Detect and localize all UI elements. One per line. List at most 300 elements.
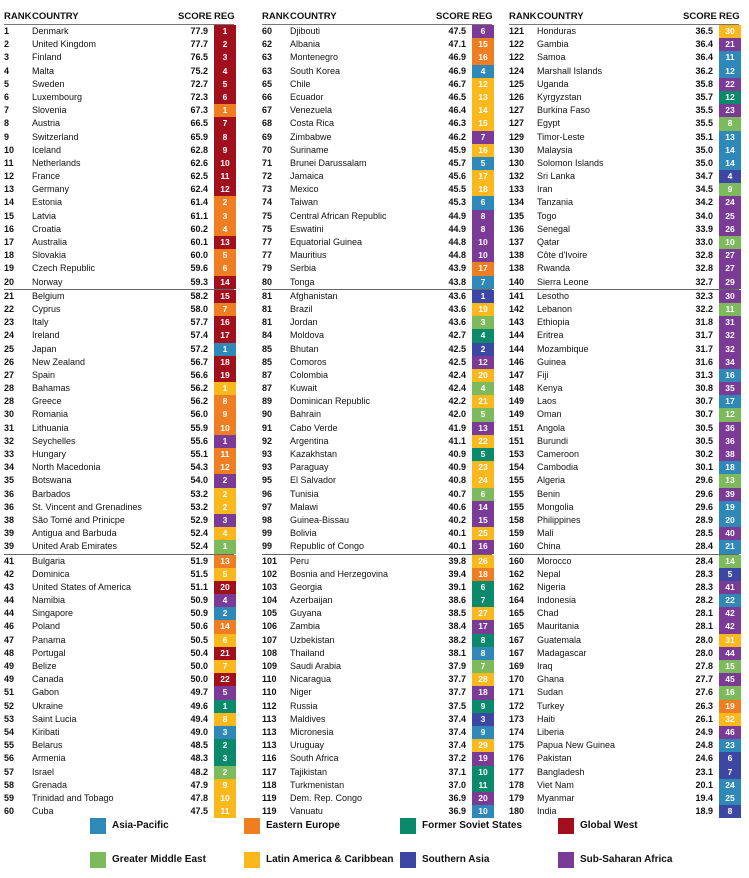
country-cell: Zimbabwe — [290, 131, 332, 142]
score-cell: 37.5 — [448, 700, 466, 711]
country-cell: Bahrain — [290, 409, 322, 420]
legend-label: Latin America & Caribbean — [266, 854, 394, 865]
region-rank-cell: 17 — [214, 329, 236, 342]
table-row — [509, 700, 739, 713]
country-cell: Rwanda — [537, 263, 571, 274]
table-row — [509, 25, 739, 38]
rank-cell: 36 — [4, 501, 15, 512]
rank-cell: 14 — [4, 197, 15, 208]
region-rank-cell: 25 — [472, 527, 494, 540]
score-cell: 28.4 — [695, 541, 713, 552]
rank-cell: 77 — [262, 237, 273, 247]
rank-cell: 140 — [509, 276, 525, 287]
region-rank-cell: 41 — [719, 581, 741, 594]
country-cell: Suriname — [290, 144, 329, 155]
rank-cell: 81 — [262, 303, 273, 314]
region-rank-cell: 6 — [719, 752, 741, 765]
region-rank-cell: 3 — [214, 51, 236, 64]
country-cell: South Africa — [290, 753, 339, 764]
table-row — [262, 752, 492, 765]
region-rank-cell: 14 — [719, 555, 741, 568]
score-cell: 42.5 — [448, 343, 466, 354]
rank-cell: 173 — [509, 713, 525, 724]
table-row — [509, 647, 739, 660]
region-rank-cell: 36 — [719, 435, 741, 448]
legend-label: Sub-Saharan Africa — [580, 854, 673, 865]
region-rank-cell: 4 — [472, 382, 494, 395]
country-cell: Cuba — [32, 806, 54, 817]
rank-cell: 89 — [262, 396, 273, 407]
score-cell: 31.7 — [695, 330, 713, 341]
region-rank-cell: 15 — [719, 660, 741, 673]
rank-cell: 176 — [509, 753, 525, 764]
rank-cell: 1 — [4, 26, 10, 36]
country-cell: Eswatini — [290, 223, 324, 234]
region-rank-cell: 4 — [472, 65, 494, 78]
score-cell: 57.7 — [190, 317, 208, 328]
country-cell: El Salvador — [290, 475, 337, 486]
rank-cell: 33 — [4, 449, 15, 459]
score-cell: 34.5 — [695, 184, 713, 195]
rank-cell: 39 — [4, 528, 15, 539]
rank-header: RANK — [4, 11, 32, 22]
legend-swatch — [90, 852, 106, 868]
score-cell: 31.3 — [695, 369, 713, 380]
country-cell: Benin — [537, 488, 561, 499]
country-cell: Argentina — [290, 435, 329, 446]
score-cell: 30.1 — [695, 462, 713, 473]
table-row — [4, 223, 234, 236]
table-row — [4, 157, 234, 170]
score-cell: 62.6 — [190, 157, 208, 168]
region-rank-cell: 9 — [214, 779, 236, 792]
country-cell: Latvia — [32, 210, 57, 221]
country-cell: Solomon Islands — [537, 157, 604, 168]
rank-cell: 104 — [262, 595, 278, 606]
rank-cell: 60 — [262, 26, 273, 36]
score-cell: 40.1 — [448, 528, 466, 539]
table-rows — [262, 25, 492, 818]
table-row — [262, 183, 492, 196]
rank-cell: 136 — [509, 223, 525, 234]
region-rank-cell: 28 — [472, 673, 494, 686]
country-cell: Pakistan — [537, 753, 572, 764]
region-rank-cell: 7 — [214, 660, 236, 673]
rank-cell: 2 — [4, 39, 10, 50]
region-rank-cell: 7 — [719, 766, 741, 779]
score-cell: 59.6 — [190, 263, 208, 274]
rank-cell: 124 — [509, 65, 525, 76]
rank-cell: 20 — [4, 276, 15, 287]
score-cell: 28.1 — [695, 608, 713, 619]
region-rank-cell: 5 — [472, 408, 494, 421]
rank-cell: 99 — [262, 541, 273, 552]
table-row — [262, 117, 492, 130]
score-cell: 49.7 — [190, 687, 208, 698]
score-cell: 62.5 — [190, 171, 208, 182]
country-cell: Samoa — [537, 52, 566, 63]
table-row — [262, 726, 492, 739]
country-cell: Côte d'Ivoire — [537, 250, 588, 261]
score-cell: 75.2 — [190, 65, 208, 76]
table-row — [509, 408, 739, 421]
region-rank-cell: 29 — [472, 739, 494, 752]
table-row — [509, 65, 739, 78]
table-row — [262, 448, 492, 461]
rank-cell: 172 — [509, 700, 525, 711]
rank-cell: 138 — [509, 250, 525, 261]
score-cell: 44.9 — [448, 210, 466, 221]
region-rank-cell: 13 — [719, 131, 741, 144]
table-row — [509, 382, 739, 395]
rank-cell: 160 — [509, 541, 525, 552]
rank-cell: 46 — [4, 621, 15, 632]
table-row — [262, 501, 492, 514]
table-row — [509, 673, 739, 686]
country-cell: Ecuador — [290, 91, 324, 102]
rank-cell: 155 — [509, 488, 525, 499]
rank-cell: 85 — [262, 356, 273, 367]
region-rank-cell: 14 — [719, 144, 741, 157]
table-row — [262, 686, 492, 699]
rank-cell: 58 — [4, 779, 15, 790]
country-cell: Bangladesh — [537, 766, 585, 777]
region-rank-cell: 22 — [719, 594, 741, 607]
rank-cell: 91 — [262, 422, 273, 433]
score-cell: 52.9 — [190, 514, 208, 525]
score-header: SCORE — [178, 11, 212, 22]
country-cell: Zambia — [290, 621, 321, 632]
country-cell: Brunei Darussalam — [290, 157, 367, 168]
country-cell: Georgia — [290, 581, 323, 592]
score-cell: 39.8 — [448, 555, 466, 566]
table-row — [509, 78, 739, 91]
region-rank-cell: 8 — [472, 634, 494, 647]
table-row — [4, 236, 234, 249]
table-row — [509, 554, 739, 568]
country-cell: Luxembourg — [32, 91, 83, 102]
country-cell: Laos — [537, 396, 557, 407]
rank-cell: 109 — [262, 661, 278, 671]
score-cell: 40.1 — [448, 541, 466, 552]
table-row — [4, 647, 234, 660]
table-row — [262, 38, 492, 51]
country-cell: Oman — [537, 409, 562, 420]
country-cell: Morocco — [537, 555, 572, 566]
country-cell: Gabon — [32, 687, 60, 698]
rank-cell: 31 — [4, 422, 15, 433]
rank-cell: 87 — [262, 383, 273, 394]
score-cell: 35.1 — [695, 131, 713, 142]
rank-cell: 127 — [509, 118, 525, 129]
country-cell: Philippines — [537, 514, 581, 525]
table-row — [262, 461, 492, 474]
region-rank-cell: 11 — [472, 779, 494, 792]
rank-cell: 60 — [4, 806, 15, 817]
table-row — [509, 686, 739, 699]
rank-cell: 125 — [509, 78, 525, 89]
table-row — [262, 527, 492, 540]
table-row — [509, 501, 739, 514]
rank-cell: 87 — [262, 369, 273, 380]
country-cell: Paraguay — [290, 462, 329, 473]
region-rank-cell: 27 — [719, 249, 741, 262]
score-cell: 39.4 — [448, 568, 466, 579]
score-cell: 56.2 — [190, 396, 208, 407]
region-rank-cell: 23 — [719, 739, 741, 752]
table-row — [262, 223, 492, 236]
score-cell: 59.3 — [190, 276, 208, 287]
region-rank-cell: 10 — [472, 236, 494, 249]
rank-cell: 155 — [509, 475, 525, 486]
rank-cell: 68 — [262, 118, 273, 129]
rank-cell: 106 — [262, 621, 278, 632]
table-row — [262, 144, 492, 157]
score-cell: 29.6 — [695, 475, 713, 486]
region-rank-cell: 4 — [214, 65, 236, 78]
table-row — [509, 792, 739, 805]
region-rank-cell: 11 — [214, 805, 236, 818]
score-cell: 56.2 — [190, 383, 208, 394]
country-cell: Honduras — [537, 26, 577, 36]
region-rank-cell: 5 — [719, 568, 741, 581]
rank-cell: 132 — [509, 171, 525, 182]
region-rank-cell: 21 — [214, 647, 236, 660]
country-cell: Mexico — [290, 184, 319, 195]
rank-cell: 70 — [262, 144, 273, 155]
region-rank-cell: 3 — [472, 713, 494, 726]
country-cell: Cambodia — [537, 462, 579, 473]
country-cell: Tunisia — [290, 488, 319, 499]
country-cell: Gambia — [537, 39, 569, 50]
score-cell: 28.0 — [695, 647, 713, 658]
rank-cell: 154 — [509, 462, 525, 473]
rank-cell: 77 — [262, 250, 273, 261]
score-cell: 54.0 — [190, 475, 208, 486]
table-row — [4, 713, 234, 726]
region-rank-cell: 6 — [472, 196, 494, 209]
table-row — [262, 210, 492, 223]
rank-cell: 92 — [262, 435, 273, 446]
score-cell: 34.2 — [695, 197, 713, 208]
table-row — [262, 660, 492, 673]
region-rank-cell: 2 — [214, 501, 236, 514]
country-cell: Mauritania — [537, 621, 580, 632]
country-cell: Chile — [290, 78, 311, 89]
table-row — [262, 620, 492, 633]
country-cell: Czech Republic — [32, 263, 96, 274]
rank-cell: 162 — [509, 568, 525, 579]
region-rank-cell: 15 — [472, 117, 494, 130]
country-cell: Lesotho — [537, 290, 570, 301]
rank-cell: 7 — [4, 105, 10, 116]
rank-cell: 19 — [4, 263, 15, 274]
country-cell: Mauritius — [290, 250, 327, 261]
region-rank-cell: 15 — [214, 290, 236, 303]
rank-cell: 116 — [262, 753, 277, 764]
rank-cell: 99 — [262, 528, 273, 539]
table-row — [262, 594, 492, 607]
table-row — [262, 316, 492, 329]
score-cell: 62.8 — [190, 144, 208, 155]
region-rank-cell: 8 — [719, 117, 741, 130]
rank-cell: 6 — [4, 91, 10, 102]
country-cell: Iraq — [537, 661, 553, 671]
country-cell: Marshall Islands — [537, 65, 603, 76]
region-rank-cell: 12 — [472, 356, 494, 369]
rank-cell: 80 — [262, 276, 273, 287]
score-cell: 50.0 — [190, 661, 208, 671]
region-rank-cell: 12 — [214, 461, 236, 474]
rank-cell: 84 — [262, 330, 273, 341]
score-cell: 41.9 — [448, 422, 466, 433]
country-cell: Ireland — [32, 330, 60, 341]
score-cell: 40.2 — [448, 514, 466, 525]
region-rank-cell: 27 — [719, 262, 741, 275]
score-cell: 37.4 — [448, 713, 466, 724]
rank-cell: 43 — [4, 581, 15, 592]
rank-cell: 63 — [262, 65, 273, 76]
table-row — [4, 356, 234, 369]
score-cell: 36.9 — [448, 792, 466, 803]
table-row — [262, 713, 492, 726]
region-rank-cell: 10 — [472, 805, 494, 818]
region-rank-cell: 8 — [214, 395, 236, 408]
rank-cell: 119 — [262, 792, 277, 803]
region-rank-cell: 8 — [472, 210, 494, 223]
score-cell: 29.6 — [695, 501, 713, 512]
region-rank-cell: 5 — [214, 686, 236, 699]
rank-cell: 23 — [4, 317, 15, 328]
country-cell: Spain — [32, 369, 56, 380]
score-cell: 38.4 — [448, 621, 466, 632]
rank-cell: 105 — [262, 608, 278, 619]
table-row — [4, 700, 234, 713]
score-cell: 28.3 — [695, 568, 713, 579]
country-cell: Serbia — [290, 263, 317, 274]
table-row — [4, 91, 234, 104]
rank-cell: 35 — [4, 475, 15, 486]
table-row — [4, 289, 234, 303]
rank-cell: 13 — [4, 184, 15, 195]
rank-cell: 17 — [4, 237, 15, 247]
region-rank-cell: 4 — [214, 223, 236, 236]
region-rank-cell: 20 — [472, 369, 494, 382]
region-rank-cell: 17 — [472, 170, 494, 183]
score-cell: 23.1 — [695, 766, 713, 777]
score-cell: 45.7 — [448, 157, 466, 168]
country-cell: Indonesia — [537, 595, 577, 606]
score-cell: 60.0 — [190, 250, 208, 261]
rank-cell: 57 — [4, 766, 15, 777]
country-cell: Egypt — [537, 118, 561, 129]
score-cell: 37.7 — [448, 687, 466, 698]
score-cell: 18.9 — [695, 806, 713, 817]
region-rank-cell: 19 — [472, 303, 494, 316]
country-cell: Tonga — [290, 276, 315, 287]
region-rank-cell: 14 — [214, 620, 236, 633]
score-cell: 43.6 — [448, 303, 466, 314]
rank-cell: 126 — [509, 91, 525, 102]
table-row — [4, 660, 234, 673]
region-rank-cell: 25 — [719, 210, 741, 223]
score-cell: 28.2 — [695, 595, 713, 606]
score-cell: 42.0 — [448, 409, 466, 420]
region-rank-cell: 25 — [719, 792, 741, 805]
rank-cell: 107 — [262, 634, 278, 645]
country-cell: Belarus — [32, 740, 63, 751]
score-cell: 40.9 — [448, 449, 466, 459]
country-cell: Madagascar — [537, 647, 587, 658]
rank-cell: 22 — [4, 303, 15, 314]
country-cell: Uganda — [537, 78, 569, 89]
region-rank-cell: 4 — [472, 329, 494, 342]
region-rank-cell: 2 — [214, 607, 236, 620]
rank-cell: 10 — [4, 144, 15, 155]
region-rank-cell: 21 — [719, 540, 741, 553]
table-row — [4, 343, 234, 356]
rank-cell: 15 — [4, 210, 15, 221]
rank-cell: 178 — [509, 779, 525, 790]
region-rank-cell: 14 — [472, 501, 494, 514]
score-cell: 49.4 — [190, 713, 208, 724]
table-column-2 — [262, 8, 492, 818]
region-rank-cell: 12 — [719, 408, 741, 421]
table-row — [509, 422, 739, 435]
table-row — [509, 276, 739, 289]
table-row — [509, 634, 739, 647]
score-cell: 46.5 — [448, 91, 466, 102]
table-row — [262, 131, 492, 144]
score-cell: 53.2 — [190, 501, 208, 512]
region-rank-cell: 3 — [214, 210, 236, 223]
country-cell: Brazil — [290, 303, 313, 314]
table-row — [509, 104, 739, 117]
country-cell: Seychelles — [32, 435, 76, 446]
table-row — [262, 435, 492, 448]
region-rank-cell: 40 — [719, 527, 741, 540]
table-row — [509, 739, 739, 752]
score-cell: 36.5 — [695, 26, 713, 36]
score-cell: 36.2 — [695, 65, 713, 76]
region-rank-cell: 2 — [214, 488, 236, 501]
table-row — [262, 739, 492, 752]
region-rank-cell: 7 — [214, 303, 236, 316]
region-rank-cell: 34 — [719, 356, 741, 369]
rank-cell: 95 — [262, 475, 273, 486]
country-cell: Namibia — [32, 595, 66, 606]
country-cell: Mali — [537, 528, 554, 539]
country-cell: Vanuatu — [290, 806, 323, 817]
rank-cell: 93 — [262, 462, 273, 473]
table-row — [262, 104, 492, 117]
country-cell: Togo — [537, 210, 557, 221]
country-header: COUNTRY — [32, 11, 79, 22]
rank-cell: 47 — [4, 634, 15, 645]
region-rank-cell: 11 — [214, 170, 236, 183]
table-row — [262, 249, 492, 262]
region-rank-cell: 24 — [719, 779, 741, 792]
rank-cell: 9 — [4, 131, 10, 142]
country-cell: Guinea-Bissau — [290, 514, 350, 525]
rank-cell: 149 — [509, 409, 525, 420]
country-cell: Lithuania — [32, 422, 69, 433]
score-cell: 46.9 — [448, 52, 466, 63]
table-row — [4, 382, 234, 395]
table-row — [4, 183, 234, 196]
country-cell: Panama — [32, 634, 66, 645]
rank-cell: 42 — [4, 568, 15, 579]
